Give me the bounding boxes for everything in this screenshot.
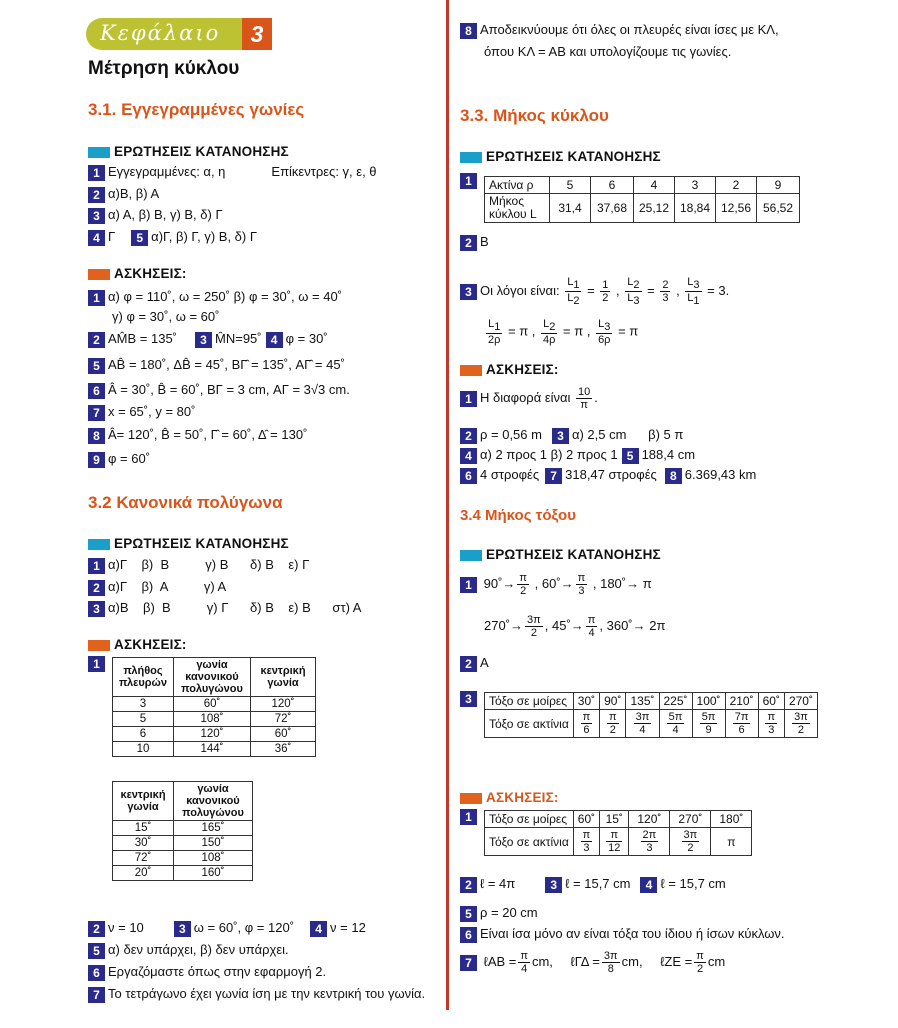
text: 3	[768, 724, 775, 736]
exercise-number-badge: 6	[88, 383, 105, 399]
answer-row	[460, 690, 480, 707]
answer-row	[460, 876, 726, 893]
text: 2π	[649, 617, 666, 633]
text: π	[767, 711, 776, 723]
exercise-number-badge: 6	[88, 965, 105, 981]
text: 12,56	[716, 194, 757, 223]
text: 100˚	[692, 693, 725, 710]
exercise-number-badge: 2	[88, 187, 105, 203]
exercise-number-badge: 5	[88, 943, 105, 959]
exercise-number-badge: 4	[460, 448, 477, 464]
answer-row: 7 ℓAB = $\frac{\pi}{4}$ cm, ℓΓΔ = $\frac{3\pi}{8}$ cm, ℓZE = $\frac{\pi}{2}$ cm	[460, 950, 725, 975]
answer-row	[88, 579, 226, 596]
exercise-number-badge: 3	[460, 691, 477, 707]
exercise-number-badge: 2	[88, 921, 105, 937]
heading-exercises	[460, 362, 559, 377]
exercise-number-badge: 4	[310, 921, 327, 937]
answer-row	[88, 207, 223, 224]
text: 6	[113, 727, 174, 742]
arc-table-2	[484, 810, 752, 856]
text: 90˚	[483, 575, 503, 591]
table-row	[485, 194, 800, 223]
text: α)Β, β) Α	[108, 186, 160, 201]
text: Β	[480, 234, 489, 249]
text: Είναι ίσα μόνο αν είναι τόξα του ίδιου ή ίσων κύκλων.	[480, 926, 785, 941]
table-row	[485, 177, 800, 194]
text: M̂N=95˚	[215, 331, 262, 346]
answer-row	[460, 234, 489, 251]
text: Τόξο σε μοίρες	[485, 693, 574, 710]
fraction	[576, 386, 592, 411]
answer-row	[88, 357, 345, 374]
text: 180˚	[711, 811, 752, 828]
exercise-number-badge: 1	[460, 173, 477, 189]
table-row	[113, 851, 253, 866]
text: ν = 12	[330, 920, 366, 935]
text: 25,12	[634, 194, 675, 223]
fraction: $\frac{L_3}{L_1}$	[687, 276, 700, 308]
exercise-number-badge: 3	[195, 332, 212, 348]
text: 3	[583, 842, 590, 854]
text: ρ = 20 cm	[480, 905, 538, 920]
exercise-number-badge: 2	[460, 428, 477, 444]
text: 60˚	[174, 697, 251, 712]
text: 3π	[635, 711, 650, 723]
exercise-number-badge: 2	[460, 235, 477, 251]
table-row	[113, 742, 316, 757]
text: α) δεν υπάρχει, β) δεν υπάρχει.	[108, 942, 289, 957]
text: = π	[618, 323, 639, 339]
text: 210˚	[725, 693, 758, 710]
table-header	[113, 782, 253, 821]
text: 2	[716, 177, 757, 194]
exercise-number-badge: 4	[266, 332, 283, 348]
answer-row	[460, 926, 785, 943]
text: 3	[113, 697, 174, 712]
text: 270˚	[784, 693, 817, 710]
exercise-number-badge: 1	[460, 577, 477, 593]
text: π	[582, 829, 591, 841]
answer-row	[88, 986, 425, 1003]
answer-row	[88, 289, 342, 306]
text: ℓZE =	[660, 953, 693, 969]
text: 2	[687, 842, 694, 854]
table-row	[113, 821, 253, 836]
table-row	[485, 811, 752, 828]
exercise-number-badge: 7	[545, 468, 562, 484]
orange-marker	[460, 793, 482, 804]
text: α)Γ, β) Γ, γ) Β, δ) Γ	[151, 229, 258, 244]
text: 6	[583, 724, 590, 736]
answer-row	[88, 427, 307, 444]
text: α) 2,5 cm β) 5 π	[571, 427, 684, 442]
answer-row	[460, 447, 695, 464]
text: ΑΣΚΗΣΕΙΣ:	[114, 266, 187, 281]
answer-row	[88, 920, 366, 937]
exercise-number-badge: 2	[460, 656, 477, 672]
answer-row	[88, 942, 289, 959]
exercise-number-badge: 8	[665, 468, 682, 484]
text: = π	[508, 323, 529, 339]
answer-row	[460, 467, 756, 484]
text: 270˚	[484, 617, 511, 633]
arc-table-1	[484, 692, 818, 738]
exercise-number-badge: 1	[460, 809, 477, 825]
exercise-number-badge: 6	[460, 468, 477, 484]
text: 5π	[668, 711, 683, 723]
exercise-number-badge: 4	[88, 230, 105, 246]
text: γ) φ = 30˚, ω = 60˚	[112, 309, 220, 324]
heading-questions	[460, 547, 661, 562]
text: ℓ = 15,7 cm	[565, 876, 631, 891]
text: ℓ = 4π	[480, 876, 516, 891]
text: κεντρική γωνία	[113, 782, 174, 821]
polygon-table-1	[112, 657, 316, 757]
text: ΕΡΩΤΗΣΕΙΣ ΚΑΤΑΝΟΗΣΗΣ	[486, 547, 661, 562]
text: 20˚	[113, 866, 174, 881]
text: 30˚	[573, 693, 599, 710]
text: 5	[113, 712, 174, 727]
table-row	[113, 727, 316, 742]
text: 15˚	[113, 821, 174, 836]
text: γωνία κανονικού πολυγώνου	[174, 782, 253, 821]
text: ΑΣΚΗΣΕΙΣ:	[486, 790, 559, 805]
text: 18,84	[675, 194, 716, 223]
answer-row	[88, 164, 377, 181]
exercise-number-badge: 1	[88, 165, 105, 181]
answer-row	[88, 186, 159, 203]
answer-row	[88, 600, 361, 617]
fraction: $\frac{L_1}{L_2}$	[567, 276, 580, 308]
text: 360˚	[606, 617, 633, 633]
text: Εργαζόμαστε όπως στην εφαρμογή 2.	[108, 964, 327, 979]
text: Τόξο σε μοίρες	[485, 811, 574, 828]
answer-row	[88, 451, 150, 468]
text: π	[582, 711, 591, 723]
text: 180˚	[600, 575, 627, 591]
exercise-number-badge: 1	[88, 558, 105, 574]
text: Τόξο σε ακτίνια	[485, 710, 574, 738]
text: ν = 10	[108, 920, 144, 935]
text: Επίκεντρες: γ, ε, θ	[271, 164, 377, 179]
text: AB̂ = 180˚, ΔB̂ = 45˚, BΓ̂ = 135˚, AΓ̂ = 45˚	[108, 357, 345, 372]
exercise-number-badge: 5	[460, 906, 477, 922]
text: 108˚	[174, 712, 251, 727]
exercise-number-badge: 5	[88, 358, 105, 374]
text: 6	[591, 177, 634, 194]
text: Το τετράγωνο έχει γωνία ίση με την κεντρική του γωνία.	[108, 986, 426, 1001]
text: α) φ = 110˚, ω = 250˚ β) φ = 30˚, ω = 40˚	[108, 289, 343, 304]
exercise-number-badge: 6	[460, 927, 477, 943]
table-row	[485, 693, 818, 710]
text: cm	[707, 953, 726, 969]
text: Â= 120˚, B̂ = 50˚, Γ̂ = 60˚, Δ̂ = 130˚	[108, 427, 308, 442]
text: ΕΡΩΤΗΣΕΙΣ ΚΑΤΑΝΟΗΣΗΣ	[486, 149, 661, 164]
text: φ = 30˚	[285, 331, 328, 346]
text: γωνία κανονικού πολυγώνου	[174, 658, 251, 697]
text: 3π	[683, 829, 698, 841]
section-title-3-2: 3.2 Κανονικά πολύγωνα	[88, 493, 283, 512]
orange-marker	[460, 365, 482, 376]
answer-row	[88, 655, 108, 672]
text: cm,	[531, 953, 553, 969]
heading-exercises	[88, 266, 187, 281]
exercise-number-badge: 5	[131, 230, 148, 246]
heading-exercises	[460, 790, 559, 805]
fraction: $\frac{L_2}{L_3}$	[627, 276, 640, 308]
exercise-number-badge: 2	[88, 580, 105, 596]
exercise-number-badge: 3	[552, 428, 569, 444]
table-header	[113, 658, 316, 697]
text: 120˚	[174, 727, 251, 742]
text: Αποδεικνύουμε ότι όλες οι πλευρές είναι ίσες με ΚΛ,	[480, 22, 779, 37]
text: 144˚	[174, 742, 251, 757]
text: 9	[757, 177, 800, 194]
text: 270˚	[670, 811, 711, 828]
fraction: $\frac{L_2}{4\rho}$	[543, 318, 556, 347]
text: cm,	[621, 953, 643, 969]
text: 60˚	[758, 693, 784, 710]
text: 160˚	[174, 866, 253, 881]
chapter-badge	[86, 18, 272, 50]
answer-row	[88, 382, 350, 399]
text: AM̂B = 135˚	[108, 331, 178, 346]
exercise-number-badge: 2	[88, 332, 105, 348]
exercise-number-badge: 4	[640, 877, 657, 893]
exercise-number-badge: 7	[88, 987, 105, 1003]
fraction: $\frac{L_3}{6\rho}$	[598, 318, 611, 347]
cyan-marker	[460, 152, 482, 163]
exercise-number-badge: 3	[88, 208, 105, 224]
heading-questions	[460, 149, 661, 164]
text: 7π	[734, 711, 749, 723]
text: 5π	[701, 711, 716, 723]
table-row	[113, 712, 316, 727]
fraction: $\frac{2}{3}$	[662, 279, 669, 305]
text: π	[609, 711, 617, 723]
text: 225˚	[659, 693, 692, 710]
text: α)Γ β) Β γ) Β δ) Β ε) Γ	[108, 557, 310, 572]
text: Ακτίνα ρ	[485, 177, 550, 194]
text: 15˚	[600, 811, 629, 828]
answer-row: 1 90˚→ $\frac{\pi}{2}$ , 60˚→ $\frac{\pi}{3}$ , 180˚→ π	[460, 572, 652, 597]
text: 108˚	[174, 851, 253, 866]
section-title-3-1: 3.1. Εγγεγραμμένες γωνίες	[88, 100, 305, 119]
text: 10	[578, 386, 591, 398]
cyan-marker	[88, 539, 110, 550]
text: Τόξο σε ακτίνια	[485, 828, 574, 856]
answer-row	[88, 229, 257, 246]
text: ℓ = 15,7 cm	[660, 876, 726, 891]
section-title-3-3: 3.3. Μήκος κύκλου	[460, 106, 609, 125]
text: 60˚	[251, 727, 316, 742]
cyan-marker	[460, 550, 482, 561]
text: 45˚	[551, 617, 571, 633]
text: 120˚	[629, 811, 670, 828]
text: όπου ΚΛ = ΑΒ και υπολογίζουμε τις γωνίες.	[484, 44, 732, 59]
exercise-number-badge: 8	[88, 428, 105, 444]
orange-marker	[88, 640, 110, 651]
text: 2	[609, 724, 616, 736]
answer-row	[460, 905, 538, 922]
exercise-number-badge: 3	[545, 877, 562, 893]
chapter-title: Μέτρηση κύκλου	[88, 58, 240, 79]
heading-questions	[88, 144, 289, 159]
text: 4	[634, 177, 675, 194]
text: ℓAB =	[483, 953, 517, 969]
text: φ = 60˚	[108, 451, 151, 466]
exercise-number-badge: 1	[88, 656, 105, 672]
text: 72˚	[251, 712, 316, 727]
text: 2π	[642, 829, 657, 841]
text: 4	[639, 724, 646, 736]
text: 188,4 cm	[641, 447, 696, 462]
text: κεντρική γωνία	[251, 658, 316, 697]
text: 60˚	[573, 811, 599, 828]
text: Οι λόγοι είναι:	[480, 283, 560, 299]
text: Â = 30˚, B̂ = 60˚, ΒΓ = 3 cm, ΑΓ = 3√3 cm.	[108, 382, 350, 397]
text: 150˚	[174, 836, 253, 851]
text: 72˚	[113, 851, 174, 866]
text: 30˚	[113, 836, 174, 851]
answer-row: $\frac{L_1}{2\rho}$ = π , $\frac{L_2}{4\rho}$ = π , $\frac{L_3}{6\rho}$ = π	[488, 318, 639, 347]
text: ω = 60˚, φ = 120˚	[193, 920, 295, 935]
text: α) Α, β) Β, γ) Β, δ) Γ	[108, 207, 223, 222]
text: 10	[113, 742, 174, 757]
text: ΕΡΩΤΗΣΕΙΣ ΚΑΤΑΝΟΗΣΗΣ	[114, 144, 289, 159]
text: 3	[646, 842, 653, 854]
chapter-word: Κεφάλαιο	[100, 21, 221, 45]
text: 36˚	[251, 742, 316, 757]
exercise-number-badge: 9	[88, 452, 105, 468]
text: ΑΣΚΗΣΕΙΣ:	[114, 637, 187, 652]
answer-row	[460, 22, 779, 39]
answer-row	[88, 964, 326, 981]
text: 6	[738, 724, 745, 736]
text: 135˚	[626, 693, 659, 710]
table-row	[113, 836, 253, 851]
exercise-number-badge: 3	[88, 601, 105, 617]
column-divider	[446, 0, 449, 1010]
text: π	[580, 399, 588, 411]
table-row	[485, 828, 752, 856]
text: 165˚	[174, 821, 253, 836]
text: 3	[675, 177, 716, 194]
text: 37,68	[591, 194, 634, 223]
text: 120˚	[251, 697, 316, 712]
text: Μήκος κύκλου L	[485, 194, 550, 223]
section-title-3-4: 3.4 Μήκος τόξου	[460, 507, 576, 524]
table-row	[485, 710, 818, 738]
text: 318,47 στροφές	[565, 467, 657, 482]
text: Η διαφορά είναι	[480, 389, 571, 405]
circle-length-table	[484, 176, 800, 223]
exercise-number-badge: 1	[88, 290, 105, 306]
fraction: $\frac{1}{2}$	[602, 279, 609, 305]
answer-row: 1 Η διαφορά είναι $\frac{10}{\pi}$ .	[460, 386, 598, 411]
answer-row	[112, 309, 219, 324]
answer-row	[484, 44, 731, 59]
text: 3π	[794, 711, 808, 723]
text: 5	[550, 177, 591, 194]
text: α) 2 προς 1 β) 2 προς 1	[480, 447, 618, 462]
exercise-number-badge: 7	[88, 405, 105, 421]
answer-row: 270˚→ $\frac{3\pi}{2}$ , 45˚→ $\frac{\pi}{4}$ , 360˚→ 2π	[484, 614, 666, 639]
text: = π	[563, 323, 584, 339]
text: 4 στροφές	[480, 467, 540, 482]
text: x = 65˚, y = 80˚	[108, 404, 196, 419]
text: 31,4	[550, 194, 591, 223]
answer-row	[88, 557, 309, 574]
text: Εγγεγραμμένες: α, η	[108, 164, 226, 179]
chapter-number: 3	[242, 18, 272, 50]
text: α)Β β) Β γ) Γ δ) Β ε) Β στ) Α	[108, 600, 362, 615]
exercise-number-badge: 8	[460, 23, 477, 39]
text: ΕΡΩΤΗΣΕΙΣ ΚΑΤΑΝΟΗΣΗΣ	[114, 536, 289, 551]
text: Α	[480, 655, 489, 670]
text: Γ	[108, 229, 116, 244]
text: 56,52	[757, 194, 800, 223]
text: = 3.	[707, 283, 730, 299]
orange-marker	[88, 269, 110, 280]
text: 90˚	[600, 693, 626, 710]
text: π	[711, 828, 752, 856]
answer-row	[460, 655, 489, 672]
text: ΑΣΚΗΣΕΙΣ:	[486, 362, 559, 377]
answer-row	[88, 331, 328, 348]
answer-row	[460, 427, 683, 444]
answer-row	[460, 808, 480, 825]
text: 4	[672, 724, 679, 736]
cyan-marker	[88, 147, 110, 158]
fraction: $\frac{L_1}{2\rho}$	[488, 318, 501, 347]
text: 2	[797, 724, 805, 736]
text: α)Γ β) Α γ) Α	[108, 579, 227, 594]
text: ρ = 0,56 m	[480, 427, 542, 442]
table-row	[113, 697, 316, 712]
exercise-number-badge: 7	[460, 955, 477, 971]
exercise-number-badge: 1	[460, 391, 477, 407]
answer-row: 3 Οι λόγοι είναι: $\frac{L_1}{L_2}$ = $\frac{1}{2}$ , $\frac{L_2}{L_3}$ = $\frac{2}{3}$ , $\frac{L_3}{L_1}$ = 3.	[460, 276, 729, 307]
exercise-number-badge: 3	[174, 921, 191, 937]
answer-row	[460, 172, 480, 189]
text: 60˚	[541, 575, 561, 591]
exercise-number-badge: 5	[622, 448, 639, 464]
text: πλήθος πλευρών	[113, 658, 174, 697]
text: ℓΓΔ =	[570, 953, 600, 969]
exercise-number-badge: 2	[460, 877, 477, 893]
text: π	[606, 829, 622, 842]
table-row	[113, 866, 253, 881]
text: 9	[705, 724, 712, 736]
answer-row	[88, 404, 195, 421]
text: 12	[608, 842, 621, 854]
exercise-number-badge: 3	[460, 284, 477, 300]
text: π	[642, 575, 652, 591]
text: 6.369,43 km	[684, 467, 757, 482]
polygon-table-2	[112, 781, 253, 881]
heading-questions	[88, 536, 289, 551]
heading-exercises	[88, 637, 187, 652]
